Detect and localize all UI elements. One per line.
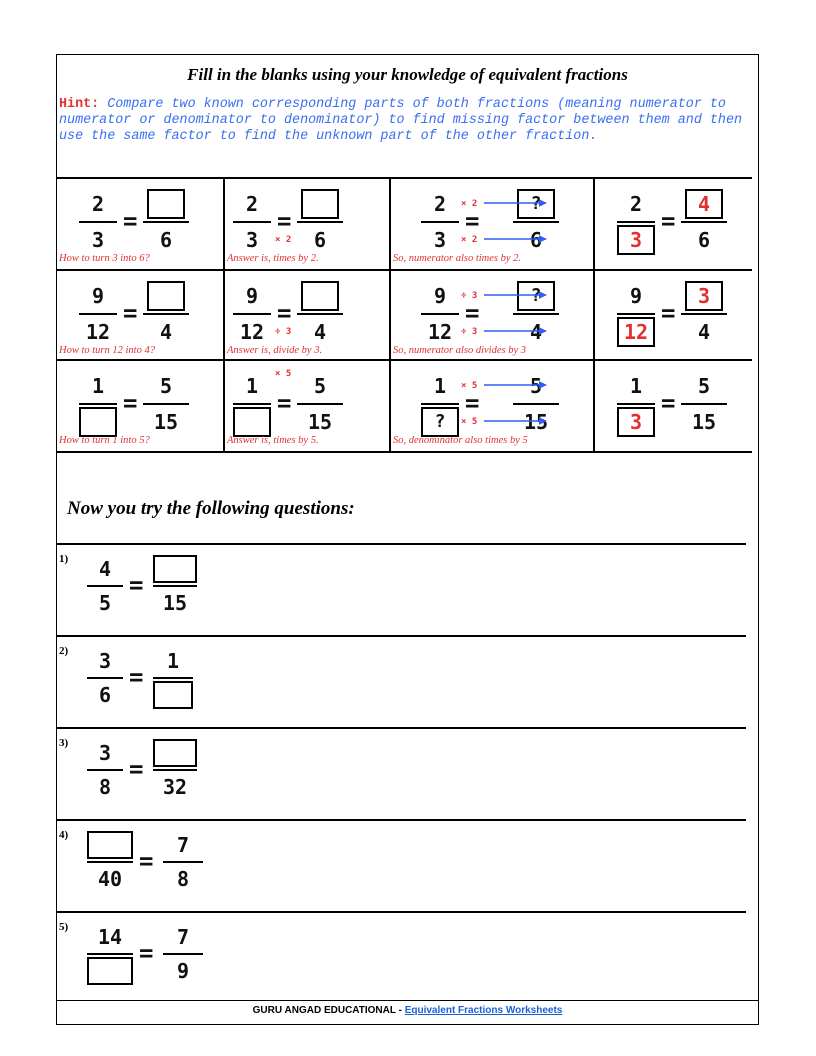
right-fraction-bar (681, 403, 727, 405)
question-left-numerator: 4 (98, 557, 112, 581)
left-numerator: 2 (433, 192, 447, 216)
question-right-denominator: 15 (162, 591, 188, 615)
right-numerator: 5 (159, 374, 173, 398)
equals-sign: = (277, 389, 292, 417)
factor-label: ÷ 3 (275, 327, 292, 337)
left-denominator-answer-box (617, 407, 655, 437)
left-numerator: 9 (91, 284, 105, 308)
example-cell (57, 179, 223, 267)
left-denominator: 3 (245, 228, 259, 252)
question-left-denominator: 8 (98, 775, 112, 799)
example-cell (225, 271, 389, 359)
equals-sign: = (465, 389, 480, 417)
worksheet-page (56, 54, 759, 1025)
question-equals: = (139, 847, 154, 875)
question-left-numerator: 3 (98, 649, 112, 673)
right-numerator-answer-box (685, 281, 723, 311)
question-right-numerator-blank[interactable] (153, 555, 197, 583)
question-row (57, 637, 746, 727)
right-denominator: 4 (697, 320, 711, 344)
question-left-bar (87, 769, 123, 771)
right-fraction-bar (297, 313, 343, 315)
right-numerator-blank[interactable] (147, 189, 185, 219)
right-numerator: 5 (697, 374, 711, 398)
question-left-denominator: 6 (98, 683, 112, 707)
question-equals: = (129, 755, 144, 783)
question-right-bar (153, 585, 197, 587)
left-denominator-answer-box (617, 225, 655, 255)
factor-label: × 5 (275, 369, 292, 379)
question-left-denominator-blank[interactable] (87, 957, 133, 985)
left-denominator-answer-box (617, 317, 655, 347)
right-numerator-unknown-mark: ? (530, 285, 542, 306)
factor-label-top: × 5 (461, 381, 478, 391)
factor-label-bottom: × 2 (461, 235, 478, 245)
right-denominator: 4 (529, 320, 543, 344)
example-cell (595, 361, 753, 449)
left-denominator-answer: 12 (623, 320, 649, 344)
right-fraction-bar (681, 221, 727, 223)
right-numerator-blank[interactable] (147, 281, 185, 311)
equals-sign: = (123, 207, 138, 235)
left-fraction-bar (421, 221, 459, 223)
question-left-bar (87, 861, 133, 863)
left-fraction-bar (233, 403, 271, 405)
question-right-bar (153, 769, 197, 771)
right-fraction-bar (513, 403, 559, 405)
question-left-bar (87, 677, 123, 679)
left-fraction-bar (79, 221, 117, 223)
hint-note: Answer is, divide by 3. (227, 345, 323, 356)
left-numerator: 1 (91, 374, 105, 398)
left-fraction-bar (233, 221, 271, 223)
left-fraction-bar (617, 403, 655, 405)
question-left-bar (87, 953, 133, 955)
left-denominator: 12 (427, 320, 453, 344)
question-left-bar (87, 585, 123, 587)
question-right-denominator-blank[interactable] (153, 681, 193, 709)
question-row (57, 545, 746, 635)
left-fraction-bar (79, 313, 117, 315)
factor-label: × 2 (275, 235, 292, 245)
hint-note: How to turn 12 into 4? (59, 345, 155, 356)
question-left-numerator: 14 (97, 925, 123, 949)
left-numerator: 9 (629, 284, 643, 308)
hint-body: Compare two known corresponding parts of both fractions (meaning numerator to numerator or denominator to denominator) to find missing factor between them and then use the same factor to find the unknown part of the other fraction. (59, 97, 743, 144)
left-numerator: 2 (91, 192, 105, 216)
right-fraction-bar (143, 221, 189, 223)
question-number: 1) (59, 553, 69, 565)
question-equals: = (139, 939, 154, 967)
left-numerator: 1 (433, 374, 447, 398)
left-denominator: 12 (85, 320, 111, 344)
right-numerator-blank[interactable] (301, 189, 339, 219)
hint-note: So, numerator also divides by 3 (393, 345, 526, 356)
right-fraction-bar (513, 313, 559, 315)
right-numerator-answer: 4 (697, 192, 711, 216)
left-numerator: 9 (245, 284, 259, 308)
question-right-denominator: 8 (176, 867, 190, 891)
left-fraction-bar (617, 313, 655, 315)
right-numerator-blank[interactable] (301, 281, 339, 311)
left-denominator-answer: 3 (629, 228, 643, 252)
question-right-bar (153, 677, 193, 679)
question-right-bar (163, 953, 203, 955)
right-fraction-bar (681, 313, 727, 315)
right-numerator-unknown (517, 189, 555, 219)
right-denominator: 6 (159, 228, 173, 252)
question-right-bar (163, 861, 203, 863)
equals-sign: = (465, 207, 480, 235)
footer-link[interactable]: Equivalent Fractions Worksheets (404, 1005, 563, 1016)
equals-sign: = (123, 389, 138, 417)
hint-note: So, denominator also times by 5 (393, 435, 528, 446)
right-numerator: 5 (313, 374, 327, 398)
example-cell (391, 271, 593, 359)
right-numerator-answer: 3 (697, 284, 711, 308)
right-denominator: 15 (307, 410, 333, 434)
right-fraction-bar (143, 313, 189, 315)
question-row (57, 913, 746, 1003)
example-cell (595, 179, 753, 267)
example-cell (225, 179, 389, 267)
hint-text (59, 97, 758, 145)
table-bottom-border (57, 451, 752, 453)
question-number: 4) (59, 829, 69, 841)
hint-note: So, numerator also times by 2. (393, 253, 522, 264)
footer (57, 1005, 758, 1016)
left-denominator: 3 (433, 228, 447, 252)
footer-brand: GURU ANGAD EDUCATIONAL (252, 1005, 396, 1016)
left-fraction-bar (421, 403, 459, 405)
section-title: Now you try the following questions: (67, 498, 355, 519)
example-cell (391, 361, 593, 449)
example-cell (57, 271, 223, 359)
right-denominator: 15 (153, 410, 179, 434)
right-fraction-bar (143, 403, 189, 405)
factor-label-bottom: × 5 (461, 417, 478, 427)
left-fraction-bar (617, 221, 655, 223)
equals-sign: = (661, 299, 676, 327)
example-cell (595, 271, 753, 359)
left-fraction-bar (233, 313, 271, 315)
equals-sign: = (465, 299, 480, 327)
left-numerator: 2 (629, 192, 643, 216)
right-numerator-unknown-mark: ? (530, 193, 542, 214)
hint-note: Answer is, times by 2. (227, 253, 319, 264)
right-numerator-answer-box (685, 189, 723, 219)
right-fraction-bar (297, 221, 343, 223)
left-denominator-unknown (421, 407, 459, 437)
question-equals: = (129, 571, 144, 599)
right-denominator: 6 (697, 228, 711, 252)
left-denominator-blank[interactable] (233, 407, 271, 437)
question-right-numerator-blank[interactable] (153, 739, 197, 767)
right-numerator: 5 (529, 374, 543, 398)
question-right-numerator: 1 (166, 649, 180, 673)
example-cell (57, 361, 223, 449)
left-denominator-unknown-mark: ? (434, 411, 446, 432)
right-denominator: 4 (313, 320, 327, 344)
left-denominator: 12 (239, 320, 265, 344)
question-number: 3) (59, 737, 69, 749)
left-numerator: 9 (433, 284, 447, 308)
left-denominator: 3 (91, 228, 105, 252)
question-row (57, 729, 746, 819)
question-right-denominator: 32 (162, 775, 188, 799)
hint-note: How to turn 3 into 6? (59, 253, 150, 264)
question-left-denominator: 40 (97, 867, 123, 891)
right-denominator: 15 (523, 410, 549, 434)
right-denominator: 6 (529, 228, 543, 252)
equals-sign: = (277, 299, 292, 327)
right-denominator: 4 (159, 320, 173, 344)
left-denominator-blank[interactable] (79, 407, 117, 437)
question-left-denominator: 5 (98, 591, 112, 615)
left-numerator: 1 (245, 374, 259, 398)
example-cell (391, 179, 593, 267)
right-numerator-unknown (517, 281, 555, 311)
right-denominator: 15 (691, 410, 717, 434)
factor-label-bottom: ÷ 3 (461, 327, 478, 337)
equals-sign: = (277, 207, 292, 235)
equals-sign: = (661, 389, 676, 417)
question-left-numerator-blank[interactable] (87, 831, 133, 859)
question-row (57, 821, 746, 911)
question-right-denominator: 9 (176, 959, 190, 983)
footer-separator: - (395, 1005, 405, 1016)
left-fraction-bar (79, 403, 117, 405)
factor-label-top: × 2 (461, 199, 478, 209)
question-right-numerator: 7 (176, 833, 190, 857)
left-numerator: 1 (629, 374, 643, 398)
question-number: 5) (59, 921, 69, 933)
hint-label: Hint: (59, 97, 100, 112)
example-cell (225, 361, 389, 449)
right-fraction-bar (297, 403, 343, 405)
hint-note: How to turn 1 into 5? (59, 435, 150, 446)
left-numerator: 2 (245, 192, 259, 216)
question-number: 2) (59, 645, 69, 657)
hint-note: Answer is, times by 5. (227, 435, 319, 446)
question-right-numerator: 7 (176, 925, 190, 949)
question-left-numerator: 3 (98, 741, 112, 765)
right-fraction-bar (513, 221, 559, 223)
factor-label-top: ÷ 3 (461, 291, 478, 301)
question-equals: = (129, 663, 144, 691)
left-fraction-bar (421, 313, 459, 315)
equals-sign: = (661, 207, 676, 235)
left-denominator-answer: 3 (629, 410, 643, 434)
worksheet-title: Fill in the blanks using your knowledge of equivalent fractions (187, 65, 628, 84)
right-denominator: 6 (313, 228, 327, 252)
equals-sign: = (123, 299, 138, 327)
